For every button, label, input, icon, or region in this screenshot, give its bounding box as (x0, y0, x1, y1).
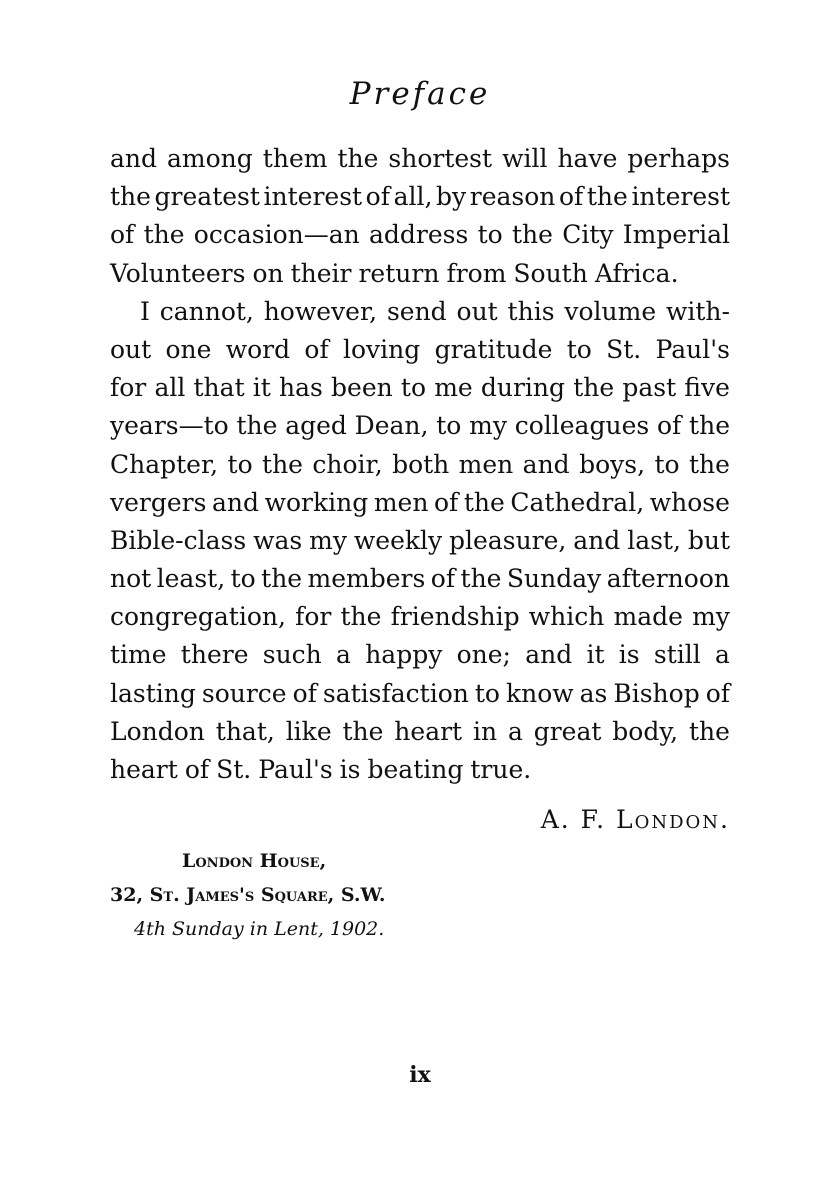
word: volume (564, 296, 657, 326)
word: interest (631, 182, 730, 212)
word: but (687, 525, 730, 555)
word: congregation, (110, 602, 286, 632)
word: with- (665, 296, 730, 326)
text-line (110, 407, 730, 445)
word: as (579, 678, 608, 708)
word: the (342, 716, 384, 746)
word: my (469, 411, 507, 441)
word: reason (469, 182, 556, 212)
word: their (290, 258, 352, 288)
word: shortest (388, 144, 493, 173)
word: heart (394, 716, 463, 746)
page-number: ix (409, 1062, 431, 1088)
word: the (688, 449, 730, 479)
word: men (373, 487, 429, 517)
word: during (480, 373, 566, 403)
word: Paul's (655, 334, 730, 364)
word: Africa. (594, 258, 679, 288)
word: aged (285, 411, 347, 441)
text-line (110, 751, 730, 789)
word: a (336, 640, 351, 670)
text-line (110, 255, 730, 293)
word: of (365, 182, 390, 212)
word: still (653, 640, 701, 670)
word: the (143, 220, 185, 250)
word: Paul's (258, 755, 333, 784)
word: the (340, 602, 382, 632)
word: me (434, 373, 473, 403)
word: the (110, 182, 151, 212)
word: has (279, 373, 323, 403)
word: out (456, 296, 498, 326)
word: St. (216, 755, 252, 784)
word: Sunday (506, 564, 602, 594)
text-line (110, 675, 730, 713)
word: Dean, (354, 411, 429, 441)
signature: A. F. London. (540, 805, 730, 834)
word: the (586, 182, 628, 212)
word: Cathedral, (510, 487, 645, 517)
word: to (654, 449, 680, 479)
word: loving (343, 334, 421, 364)
word: the (337, 144, 379, 173)
word: and (110, 144, 158, 173)
word: last, (627, 525, 681, 555)
word: Bishop (613, 678, 700, 708)
word: been (331, 373, 393, 403)
word: St. (606, 334, 642, 364)
word: like (285, 716, 332, 746)
word: I (140, 296, 150, 326)
word: Imperial (622, 220, 730, 250)
word: friendship (390, 602, 520, 632)
word: of (558, 182, 584, 212)
address-street: 32, St. James's Square, S.W. (110, 884, 386, 906)
word: the (236, 411, 278, 441)
word: London (110, 716, 205, 746)
word: and (212, 487, 260, 517)
word: body, (612, 716, 679, 746)
word: such (262, 640, 322, 670)
word: out (110, 334, 152, 364)
word: afternoon (606, 564, 730, 594)
word: boys, (579, 449, 646, 479)
word: satisfaction (322, 678, 469, 708)
word: to (436, 411, 462, 441)
word: of (292, 678, 317, 708)
word: past (622, 373, 677, 403)
word: the (463, 487, 505, 517)
text-line (110, 522, 730, 560)
word: will (502, 144, 548, 173)
word: a (714, 640, 730, 670)
word: gratitude (434, 334, 553, 364)
word: whose (649, 487, 730, 517)
word: pleasure, (449, 525, 567, 555)
word: of (430, 564, 456, 594)
word: return (358, 258, 440, 288)
word: was (253, 525, 303, 555)
word: of (433, 487, 459, 517)
word: the (688, 716, 730, 746)
word: source (201, 678, 287, 708)
word: the (460, 564, 502, 594)
text-line (110, 216, 730, 254)
word: not (110, 564, 152, 594)
word: that (193, 373, 245, 403)
word: both (392, 449, 450, 479)
text-line (110, 598, 730, 636)
word: happy (365, 640, 443, 670)
word: them (262, 144, 328, 173)
word: the (511, 220, 553, 250)
word: years—to (110, 411, 229, 441)
word: occasion—an (193, 220, 360, 250)
word: the (689, 411, 730, 441)
word: from (446, 258, 507, 288)
word: all, (393, 182, 433, 212)
word: to (566, 334, 592, 364)
text-line (110, 331, 730, 369)
word: to (400, 373, 427, 403)
running-head-title: Preface (349, 76, 491, 112)
word: one (165, 334, 212, 364)
word: vergers (110, 487, 207, 517)
text-line (110, 446, 730, 484)
word: to (230, 564, 256, 594)
word: there (180, 640, 249, 670)
word: for (295, 602, 332, 632)
word: and (522, 449, 570, 479)
word: word (225, 334, 291, 364)
word: true. (470, 755, 532, 784)
word: it (586, 640, 605, 670)
word: the (261, 564, 303, 594)
word: in (472, 716, 498, 746)
word: my (309, 525, 347, 555)
word: greatest (154, 182, 260, 212)
word: Chapter, (110, 449, 219, 479)
text-line (110, 560, 730, 598)
text-line (110, 369, 730, 407)
text-line (110, 140, 730, 178)
word: Volunteers (110, 258, 246, 288)
word: five (684, 373, 730, 403)
word: great (533, 716, 602, 746)
text-line (110, 636, 730, 674)
address-block (110, 844, 386, 946)
word: of (656, 411, 682, 441)
word: my (692, 602, 730, 632)
word: it (252, 373, 271, 403)
word: working (264, 487, 369, 517)
word: a (507, 716, 523, 746)
word: weekly (353, 525, 443, 555)
word: and (573, 525, 621, 555)
word: for (110, 373, 147, 403)
word: South (513, 258, 588, 288)
word: beating (367, 755, 464, 784)
word: choir, (312, 449, 383, 479)
word: cannot, (159, 296, 254, 326)
word: all (154, 373, 186, 403)
word: interest (263, 182, 363, 212)
word: is (339, 755, 361, 784)
word: however, (263, 296, 378, 326)
word: to (227, 449, 253, 479)
word: have (557, 144, 618, 173)
address-house: London House, (182, 850, 327, 872)
word: colleagues (514, 411, 650, 441)
word: know (505, 678, 574, 708)
word: of (304, 334, 329, 364)
word: perhaps (627, 144, 730, 173)
word: of (705, 678, 730, 708)
word: send (386, 296, 447, 326)
word: time (110, 640, 167, 670)
body-text (110, 140, 730, 789)
word: the (573, 373, 615, 403)
word: least, (156, 564, 226, 594)
word: that, (215, 716, 275, 746)
word: is (618, 640, 640, 670)
word: one; (456, 640, 511, 670)
word: to (474, 678, 500, 708)
word: made (613, 602, 683, 632)
word: among (167, 144, 253, 173)
word: men (458, 449, 514, 479)
word: to (477, 220, 503, 250)
word: lasting (110, 678, 196, 708)
word: the (262, 449, 303, 479)
word: Bible-class (110, 525, 247, 555)
text-line (110, 178, 730, 216)
text-line (110, 713, 730, 751)
word: this (507, 296, 555, 326)
word: which (528, 602, 605, 632)
word: address (369, 220, 469, 250)
word: members (307, 564, 426, 594)
word: and (525, 640, 573, 670)
address-date: 4th Sunday in Lent, 1902. (134, 918, 385, 940)
word: of (110, 220, 135, 250)
text-line (110, 293, 730, 331)
word: heart (110, 755, 178, 784)
word: on (252, 258, 284, 288)
word: by (436, 182, 467, 212)
word: of (184, 755, 210, 784)
text-line (110, 484, 730, 522)
word: City (562, 220, 614, 250)
